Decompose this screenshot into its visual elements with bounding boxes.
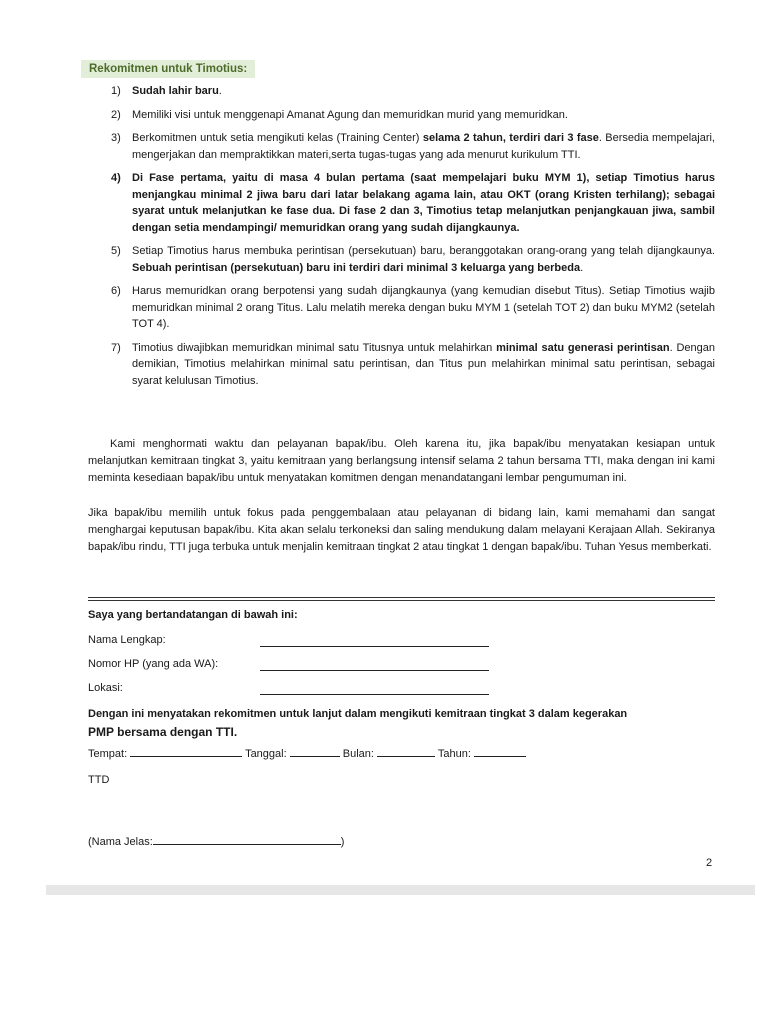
divider-bottom [88, 600, 715, 601]
commitment-number: 2) [111, 108, 121, 121]
commitment-text: Harus memuridkan orang berpotensi yang sudah dijangkaunya (yang kemudian disebut Titus). Setiap Timotius wajib memuridkan minimal 2 orang Titus. Lalu melatih mereka dengan buku MYM 1 (setelah TOT 2) dan buku MYM2 (setelah TOT 4). [132, 285, 715, 330]
commitment-text: Berkomitmen untuk setia mengikuti kelas (Training Center) selama 2 tahun, terdiri dari 3 fase. Bersedia mempelajari, mengerjakan dan mempraktikkan materi,serta tugas-tugas yang ada menurut kurikulum TTI. [132, 132, 715, 161]
tempat-blank[interactable] [130, 747, 242, 757]
section-heading: Rekomitmen untuk Timotius: [81, 60, 255, 78]
commitment-text: Di Fase pertama, yaitu di masa 4 bulan pertama (saat mempelajari buku MYM 1), setiap Timotius harus menjangkau minimal 2 jiwa baru dari latar belakang agama lain, atau OKT (orang Kristen terhilang); sebagai syarat untuk melanjutkan ke fase dua. Di fase 2 dan 3, Timotius tetap melanjutkan penjangkauan jiwa, sambil dengan setia mendampingi/ memuridkan orang yang sudah dijangkaunya. [132, 172, 715, 234]
tahun-blank[interactable] [474, 747, 526, 757]
date-place-line [88, 747, 526, 760]
ttd-label: TTD [88, 774, 110, 786]
bulan-label: Bulan: [342, 748, 374, 760]
bulan-blank[interactable] [377, 747, 435, 757]
commitment-item [111, 130, 715, 163]
tanggal-blank[interactable] [290, 747, 340, 757]
tempat-label: Tempat: [88, 748, 128, 760]
paragraph-respect: Kami menghormati waktu dan pelayanan bapak/ibu. Oleh karena itu, jika bapak/ibu menyatakan kesiapan untuk melanjutkan kemitraan tingkat 3, yaitu kemitraan yang berlangsung intensif selama 2 tahun bersama TTI, maka dengan ini kami meminta kesediaan bapak/ibu untuk menyatakan komitmen dengan menandatangani lembar pengumuman ini. [88, 438, 715, 484]
nomor-hp-label: Nomor HP (yang ada WA): [88, 658, 219, 670]
commitment-text: Memiliki visi untuk menggenapi Amanat Agung dan memuridkan murid yang memuridkan. [132, 108, 568, 121]
page-number: 2 [706, 857, 713, 869]
commitment-item [111, 340, 715, 390]
commitment-item [111, 83, 715, 100]
commitment-number: 6) [111, 285, 121, 297]
commitment-text: Setiap Timotius harus membuka perintisan (persekutuan) baru, beranggotakan orang-orang yang telah dijangkaunya. Sebuah perintisan (persekutuan) baru ini terdiri dari minimal 3 keluarga yang berbeda. [132, 245, 715, 274]
lokasi-blank[interactable] [260, 694, 489, 695]
commitment-number: 1) [111, 85, 121, 97]
statement-line-2: PMP bersama dengan TTI. [88, 725, 238, 739]
recommitment-statement [88, 707, 715, 740]
lokasi-label: Lokasi: [88, 682, 123, 694]
nama-lengkap-blank[interactable] [260, 646, 489, 647]
commitment-item [111, 170, 715, 236]
nama-jelas-blank[interactable] [153, 835, 341, 845]
commitment-text: Timotius diwajibkan memuridkan minimal satu Titusnya untuk melahirkan minimal satu generasi perintisan. Dengan demikian, Timotius melahirkan minimal satu perintisan, dan Titus pun melahirkan minimal satu perintisan, sebagai syarat kelulusan Timotius. [132, 341, 715, 387]
paragraph-alternative: Jika bapak/ibu memilih untuk fokus pada penggembalaan atau pelayanan di bidang lain, kami memahami dan sangat menghargai keputusan bapak/ibu. Kita akan selalu terkoneksi dan saling mendukung dalam melayani Kerajaan Allah. Sekiranya bapak/ibu rindu, TTI juga terbuka untuk menjalin kemitraan tingkat 2 atau tingkat 1 dengan bapak/ibu. Tuhan Yesus memberkati. [88, 507, 715, 553]
commitment-list [111, 83, 715, 396]
nomor-hp-blank[interactable] [260, 670, 489, 671]
commitment-text: Sudah lahir baru. [132, 85, 222, 97]
commitment-item [111, 283, 715, 333]
commitment-number: 4) [111, 172, 121, 184]
divider-top [88, 597, 715, 598]
tanggal-label: Tanggal: [245, 748, 287, 760]
form-title: Saya yang bertandatangan di bawah ini: [88, 609, 298, 621]
nama-jelas-close: ) [340, 836, 345, 848]
statement-line-1: Dengan ini menyatakan rekomitmen untuk lanjut dalam mengikuti kemitraan tingkat 3 dalam kegerakan [88, 708, 628, 720]
commitment-item [111, 243, 715, 276]
commitment-item [111, 107, 715, 124]
commitment-number: 5) [111, 245, 121, 257]
commitment-number: 7) [111, 341, 121, 354]
commitment-number: 3) [111, 132, 121, 144]
nama-lengkap-label: Nama Lengkap: [88, 634, 166, 646]
nama-jelas-line [88, 835, 344, 848]
tahun-label: Tahun: [437, 748, 471, 760]
footer-bar [46, 885, 755, 895]
nama-jelas-open: (Nama Jelas: [88, 836, 153, 848]
